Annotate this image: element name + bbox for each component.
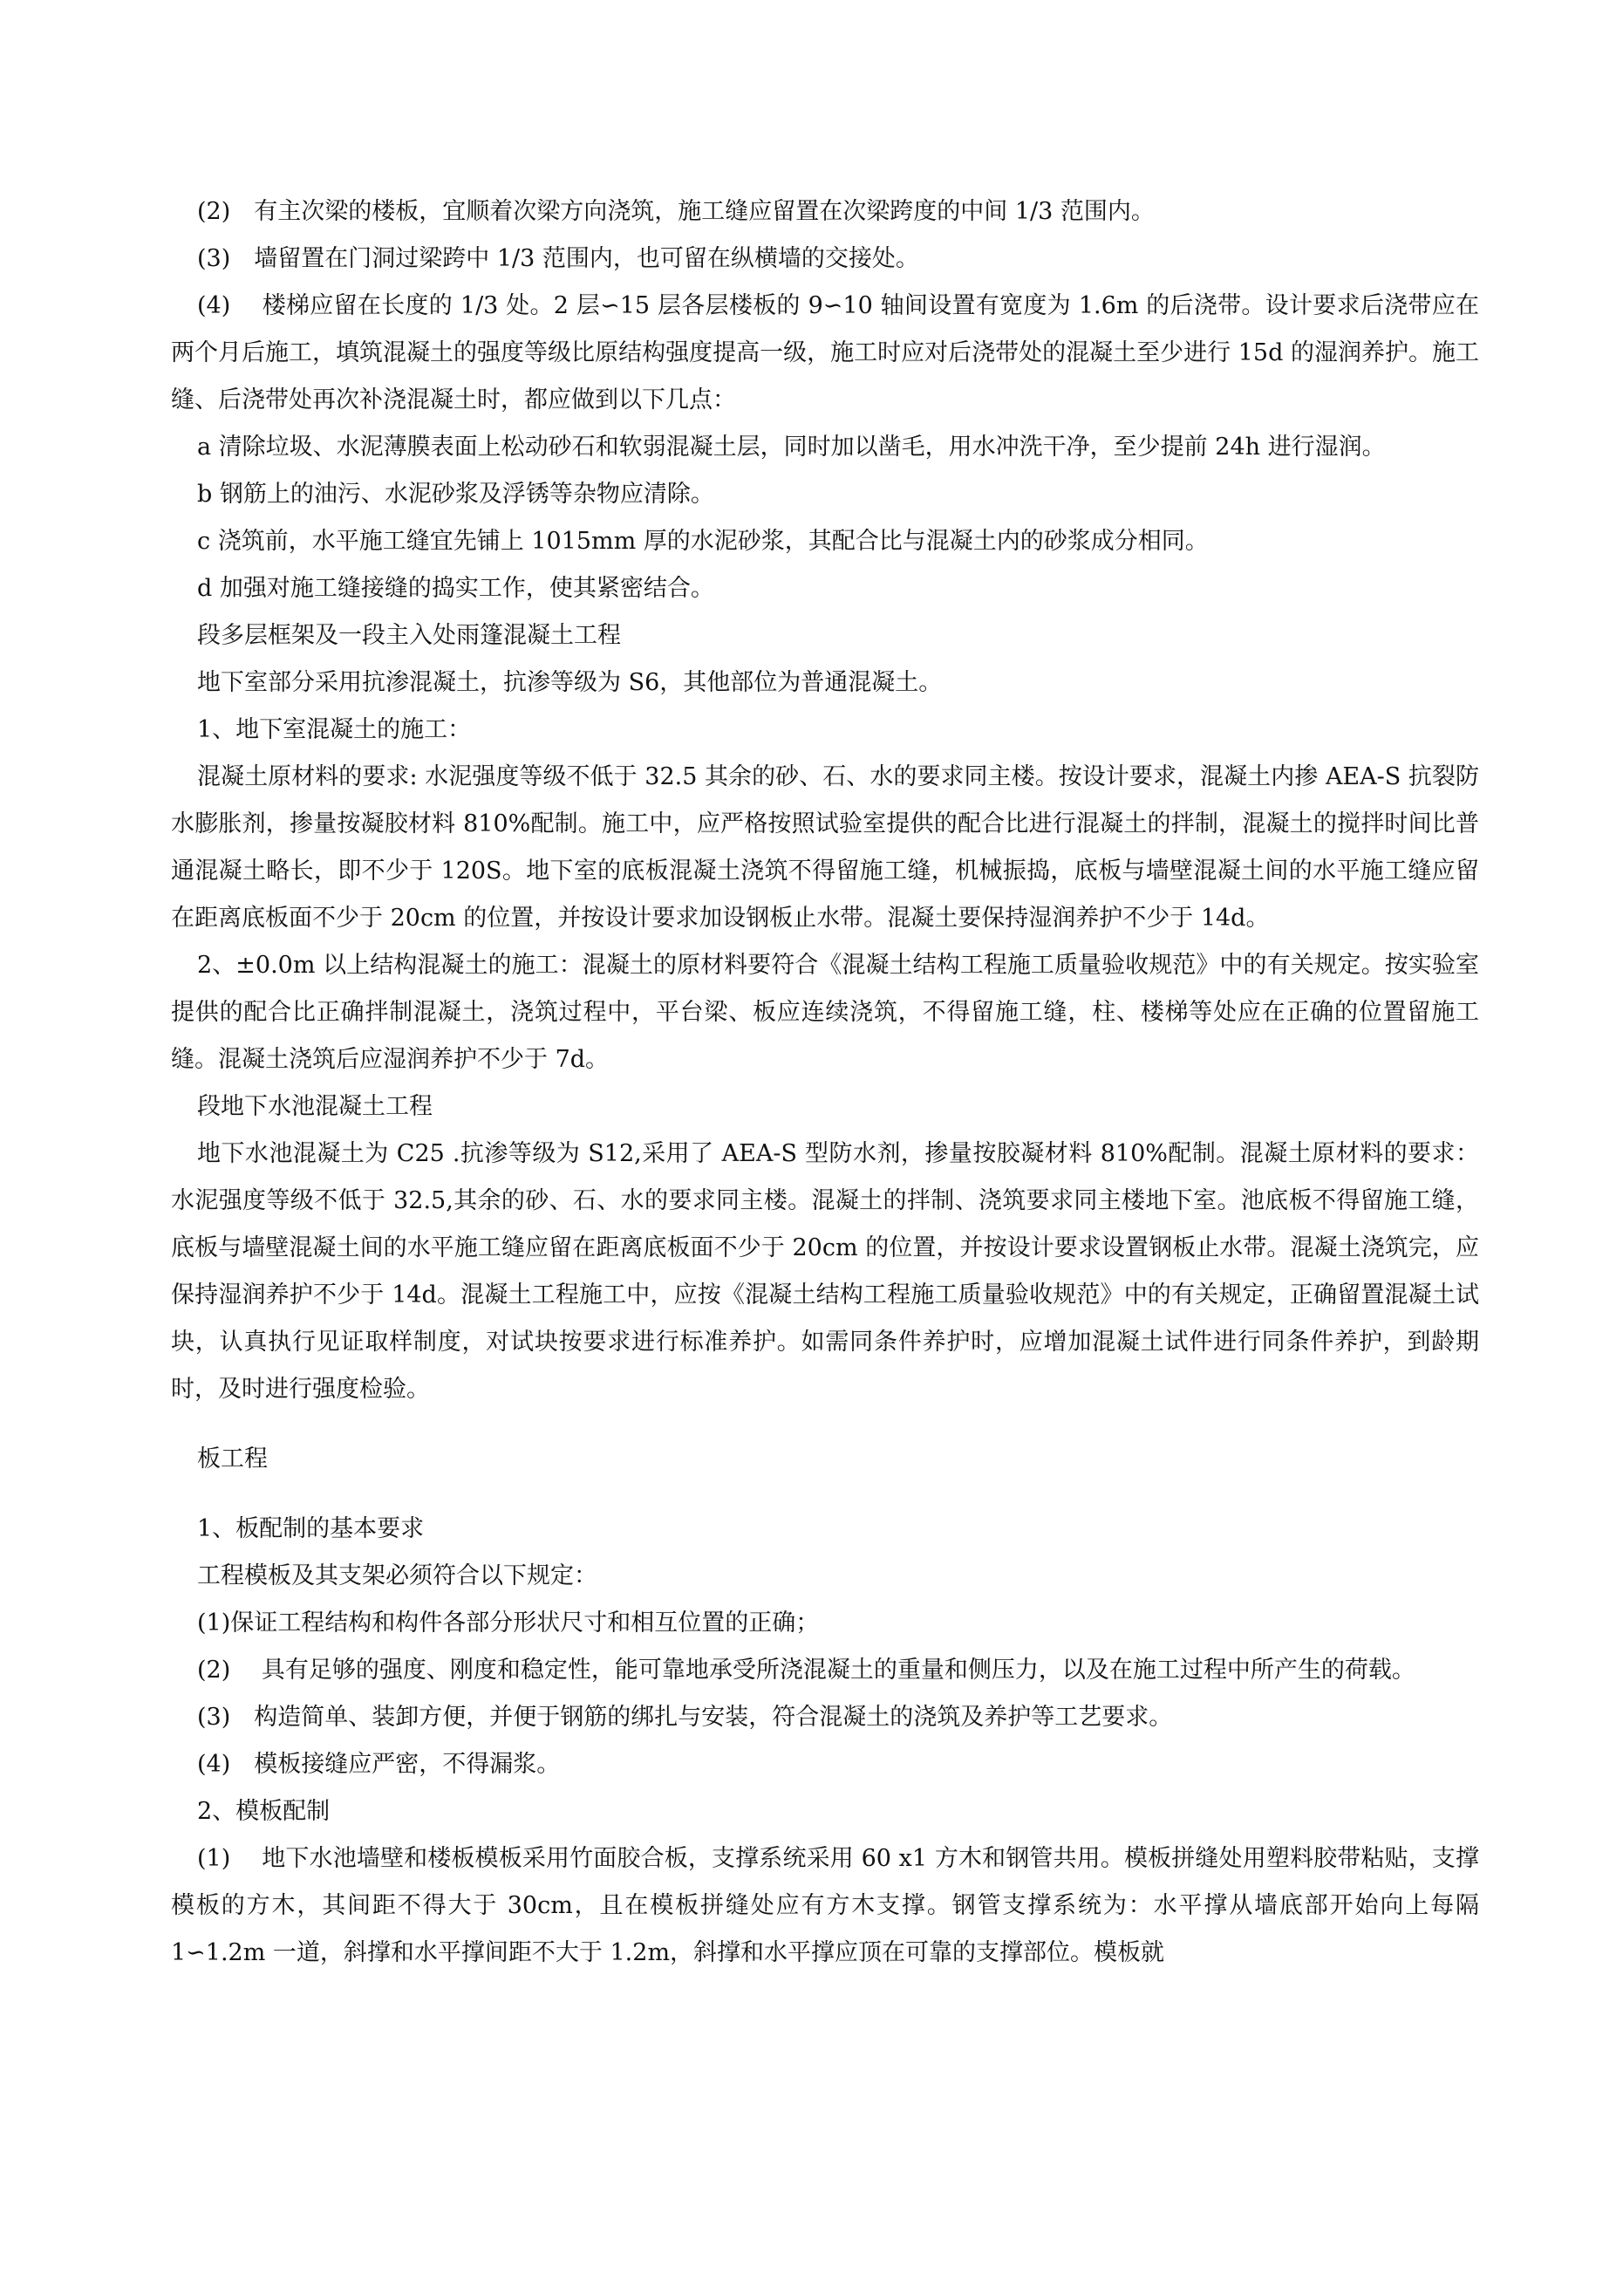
paragraph-9: 地下室部分采用抗渗混凝土，抗渗等级为 S6，其他部位为普通混凝土。 (197, 669, 943, 696)
section-heading-formwork: 板工程 (197, 1445, 268, 1473)
paragraph-6: c 浇筑前，水平施工缝宜先铺上 1015mm 厚的水泥砂浆，其配合比与混凝土内的砂浆成分相同。 (197, 528, 1209, 555)
paragraph-19: (2) 具有足够的强度、刚度和稳定性，能可靠地承受所浇混凝土的重量和侧压力，以及在施工过程中所产生的荷载。 (197, 1657, 1415, 1684)
section-heading-frame-concrete: 段多层框架及一段主入处雨篷混凝土工程 (197, 622, 621, 649)
paragraph-1: (2) 有主次梁的楼板，宜顺着次梁方向浇筑，施工缝应留置在次梁跨度的中间 1/3 范围内。 (197, 198, 1155, 225)
subheading-formwork-fabrication: 2、模板配制 (197, 1798, 331, 1825)
paragraph-20: (3) 构造简单、装卸方便，并便于钢筋的绑扎与安装，符合混凝土的浇筑及养护等工艺要求。 (197, 1704, 1173, 1731)
paragraph-23: (1) 地下水池墙壁和楼板模板采用竹面胶合板，支撑系统采用 60 x1 方木和钢管共用。模板拼缝处用塑料胶带粘贴，支撑模板的方木，其间距不得大于 30cm，且在模板拼缝处应有方木支撑。钢管支撑系统为：水平撑从墙底部开始向上每隔 1∽1.2m 一道，斜撑和水平撑间距不大于 1.2m，斜撑和水平撑应顶在可靠的支撑部位。模板就 (171, 1845, 1479, 1966)
paragraph-2: (3) 墙留置在门洞过梁跨中 1/3 范围内，也可留在纵横墙的交接处。 (197, 245, 919, 272)
section-heading-pool-concrete: 段地下水池混凝土工程 (197, 1093, 433, 1120)
paragraph-3: (4) 楼梯应留在长度的 1/3 处。2 层∽15 层各层楼板的 9∽10 轴间设置有宽度为 1.6m 的后浇带。设计要求后浇带应在两个月后施工，填筑混凝土的强度等级比原结构强度提高一级，施工时应对后浇带处的混凝土至少进行 15d 的湿润养护。施工缝、后浇带处再次补浇混凝土时，都应做到以下几点： (171, 292, 1479, 413)
paragraph-11: 混凝土原材料的要求: 水泥强度等级不低于 32.5 其余的砂、石、水的要求同主楼。按设计要求，混凝土内掺 AEA-S 抗裂防水膨胀剂，掺量按凝胶材料 810%配制。施工中，应严格按照试验室提供的配合比进行混凝土的拌制，混凝土的搅拌时间比普通混凝土略长，即不少于 120S。地下室的底板混凝土浇筑不得留施工缝，机械振捣，底板与墙壁混凝土间的水平施工缝应留在距离底板面不少于 20cm 的位置，并按设计要求加设钢板止水带。混凝土要保持湿润养护不少于 14d。 (171, 763, 1479, 932)
paragraph-7: d 加强对施工缝接缝的捣实工作，使其紧密结合。 (197, 575, 714, 602)
paragraph-5: b 钢筋上的油污、水泥砂浆及浮锈等杂物应清除。 (197, 481, 714, 508)
paragraph-12: 2、±0.0m 以上结构混凝土的施工：混凝土的原材料要符合《混凝土结构工程施工质量验收规范》中的有关规定。按实验室提供的配合比正确拌制混凝土，浇筑过程中，平台梁、板应连续浇筑，不得留施工缝，柱、楼梯等处应在正确的位置留施工缝。混凝土浇筑后应湿润养护不少于 7d。 (171, 952, 1479, 1073)
subheading-formwork-requirements: 1、板配制的基本要求 (197, 1515, 425, 1542)
document-body (171, 188, 1479, 1977)
paragraph-17: 工程模板及其支架必须符合以下规定： (197, 1562, 597, 1589)
paragraph-18: (1)保证工程结构和构件各部分形状尺寸和相互位置的正确； (197, 1609, 820, 1637)
paragraph-21: (4) 模板接缝应严密，不得漏浆。 (197, 1751, 561, 1778)
subheading-basement-concrete: 1、地下室混凝土的施工： (197, 716, 472, 743)
paragraph-14: 地下水池混凝土为 C25 .抗渗等级为 S12,采用了 AEA-S 型防水剂，掺量按胶凝材料 810%配制。混凝土原材料的要求：水泥强度等级不低于 32.5,其余的砂、石、水的要求同主楼。混凝土的拌制、浇筑要求同主楼地下室。池底板不得留施工缝，底板与墙壁混凝土间的水平施工缝应留在距离底板面不少于 20cm 的位置，并按设计要求设置钢板止水带。混凝土浇筑完，应保持湿润养护不少于 14d。混凝土工程施工中，应按《混凝土结构工程施工质量验收规范》中的有关规定，正确留置混凝土试块，认真执行见证取样制度，对试块按要求进行标准养护。如需同条件养护时，应增加混凝土试件进行同条件养护，到龄期时，及时进行强度检验。 (171, 1140, 1479, 1403)
paragraph-4: a 清除垃圾、水泥薄膜表面上松动砂石和软弱混凝土层，同时加以凿毛，用水冲洗干净，至少提前 24h 进行湿润。 (197, 434, 1386, 461)
